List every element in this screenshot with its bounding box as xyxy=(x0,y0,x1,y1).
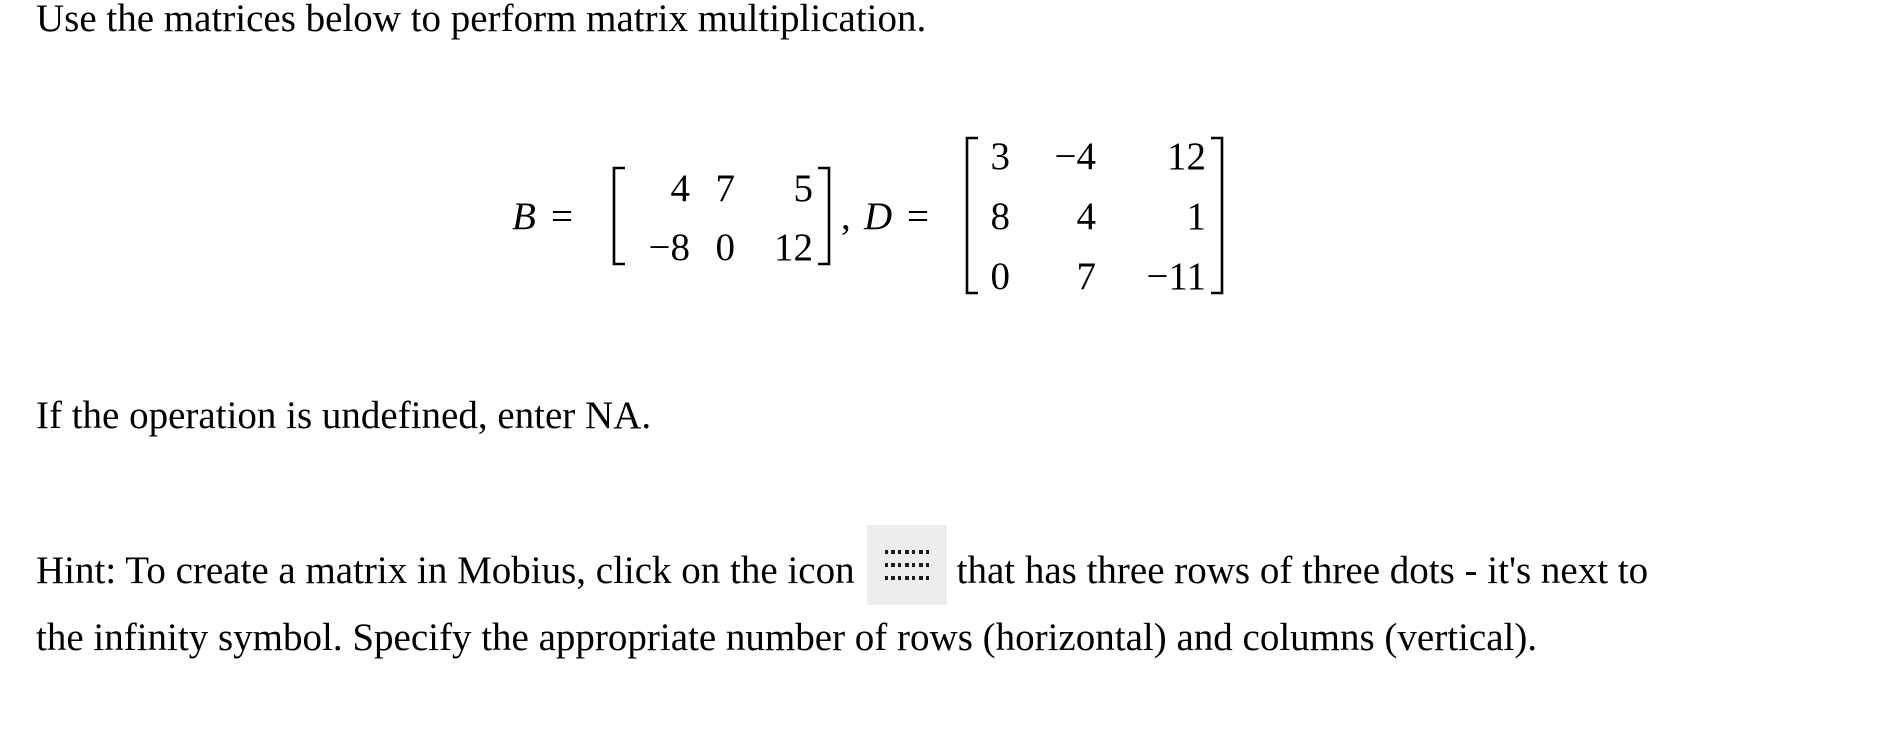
matrix-d-cell: 8 xyxy=(990,195,1010,238)
hint-second-line: the infinity symbol. Specify the appropriate number of rows (horizontal) and columns (vertical). xyxy=(36,616,1538,659)
matrix-dots-icon xyxy=(867,525,947,605)
hint-paragraph xyxy=(36,543,1648,605)
matrix-d-cell: 12 xyxy=(1167,135,1206,178)
hint-text-after-icon: that has three rows of three dots - it's next to xyxy=(956,548,1649,592)
matrix-d-cell: 4 xyxy=(1076,195,1096,238)
matrix-d-cell: 3 xyxy=(990,135,1010,178)
matrix-b-equals: = xyxy=(551,195,573,238)
matrix-b-name: B xyxy=(512,195,536,238)
matrix-b-cell: 12 xyxy=(774,226,813,269)
matrix-d-cell: 0 xyxy=(990,255,1010,298)
matrix-d-name: D xyxy=(864,195,893,238)
intro-text: Use the matrices below to perform matrix multiplication. xyxy=(36,0,927,40)
matrix-b-cell: −8 xyxy=(648,226,690,269)
na-instruction: If the operation is undefined, enter NA. xyxy=(36,394,652,437)
matrix-d-cell: −4 xyxy=(1054,135,1096,178)
matrix-d-equals: = xyxy=(907,195,929,238)
matrix-b-cell: 7 xyxy=(715,167,735,210)
matrix-b-left-bracket xyxy=(614,168,625,264)
matrix-b-right-bracket xyxy=(818,168,829,264)
matrix-d-cell: −11 xyxy=(1146,255,1206,298)
matrix-d-right-bracket xyxy=(1211,138,1222,293)
matrix-b-cell: 0 xyxy=(715,226,735,269)
matrix-d-cell: 1 xyxy=(1186,195,1206,238)
matrix-d-cell: 7 xyxy=(1076,255,1096,298)
matrix-separator: , xyxy=(841,195,851,238)
hint-text-before-icon: Hint: To create a matrix in Mobius, click on the icon xyxy=(36,548,855,592)
matrix-b-cell: 4 xyxy=(670,167,690,210)
matrix-d-left-bracket xyxy=(967,138,978,293)
matrix-b-cell: 5 xyxy=(793,167,813,210)
